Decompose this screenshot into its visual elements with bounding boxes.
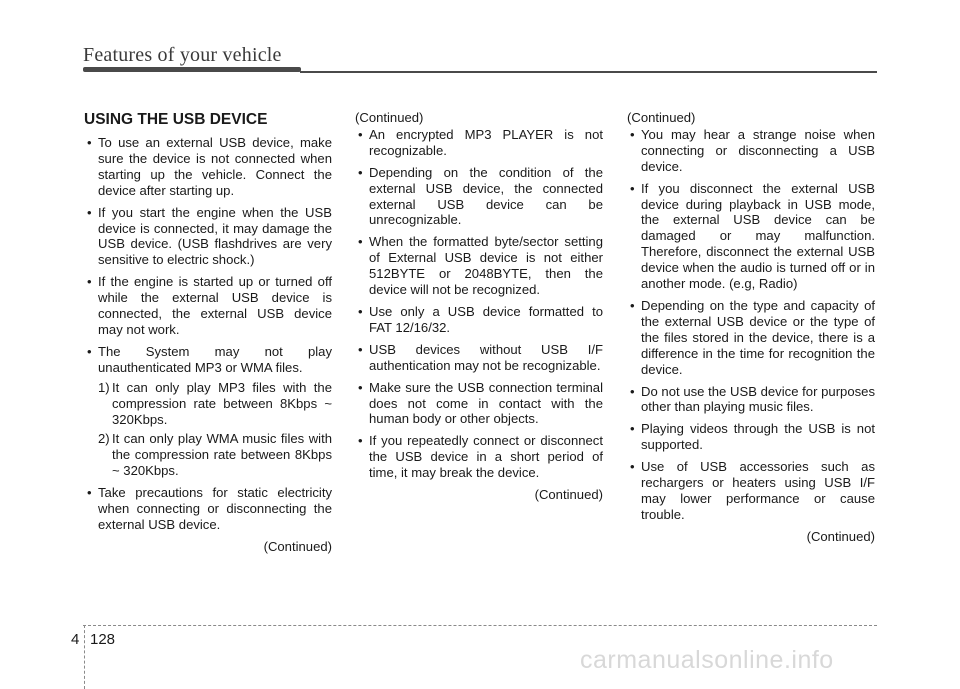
header-rule-thin — [300, 71, 877, 73]
list-item: • If the engine is started up or turned off while the external USB device is connected, the external USB device may not work. — [84, 274, 332, 338]
section-heading: USING THE USB DEVICE — [84, 111, 268, 128]
list-item-text: The System may not play unauthenticated MP3 or WMA files. — [98, 343, 332, 375]
sub-item-text: It can only play MP3 files with the compression rate between 8Kbps ~ 320Kbps. — [112, 379, 332, 427]
list-item: • If you repeatedly connect or disconnect the USB device in a short period of time, it may break the device. — [355, 433, 603, 481]
sub-list-item — [98, 431, 332, 479]
list-item: • If you start the engine when the USB device is connected, it may damage the USB device. (USB flashdrives are very sensitive to electric shock.) — [84, 205, 332, 269]
chapter-number: 4 — [71, 631, 80, 648]
continued-label: (Continued) — [263, 538, 332, 554]
text-column-1 — [84, 110, 332, 555]
list-item: • Use of USB accessories such as rechargers or heaters using USB I/F may lower performance or cause trouble. — [627, 459, 875, 523]
bullet-list-2 — [355, 127, 603, 481]
text-column-2 — [355, 110, 603, 503]
bullet-list-3 — [627, 127, 875, 523]
header-rule-thick — [83, 67, 301, 72]
sub-list-item — [98, 380, 332, 428]
sub-list — [98, 380, 332, 479]
list-item — [84, 344, 332, 479]
list-item: • Depending on the type and capacity of the external USB device or the type of the files stored in the device, there is a difference in the time for recognition the device. — [627, 298, 875, 378]
list-item: • An encrypted MP3 PLAYER is not recognizable. — [355, 127, 603, 159]
list-item: • When the formatted byte/sector setting of External USB device is not either 512BYTE or 2048BYTE, then the device will not be recognized. — [355, 234, 603, 298]
continued-label: (Continued) — [534, 487, 603, 503]
list-item: • Make sure the USB connection terminal does not come in contact with the human body or other objects. — [355, 380, 603, 428]
continued-label: (Continued) — [627, 110, 696, 125]
list-item: • Playing videos through the USB is not supported. — [627, 421, 875, 453]
list-item: • Depending on the condition of the external USB device, the connected external USB device can be unrecognizable. — [355, 165, 603, 229]
footer-rule — [83, 625, 877, 626]
page-header-title: Features of your vehicle — [83, 44, 282, 66]
continued-label: (Continued) — [806, 528, 875, 544]
page-number: 128 — [90, 631, 116, 648]
text-column-3 — [627, 110, 875, 545]
list-item: • Take precautions for static electricity when connecting or disconnecting the external USB device. — [84, 485, 332, 533]
list-item: • You may hear a strange noise when connecting or disconnecting a USB device. — [627, 127, 875, 175]
watermark: carmanualsonline.info — [580, 646, 834, 674]
list-item: • Use only a USB device formatted to FAT 12/16/32. — [355, 304, 603, 336]
list-item: • Do not use the USB device for purposes other than playing music files. — [627, 384, 875, 416]
list-item: • USB devices without USB I/F authentication may not be recognizable. — [355, 342, 603, 374]
bullet-list-1 — [84, 135, 332, 533]
sub-item-number: 2) — [98, 431, 110, 447]
list-item: • To use an external USB device, make sure the device is not connected when starting up the vehicle. Connect the device after starting up. — [84, 135, 332, 199]
continued-label: (Continued) — [355, 110, 424, 125]
list-item: • If you disconnect the external USB device during playback in USB mode, the external USB device can be damaged or may malfunction. Therefore, disconnect the external USB device when the audio is turned off or in another mode. (e.g, Radio) — [627, 181, 875, 292]
footer-divider — [84, 625, 85, 689]
sub-item-text: It can only play WMA music files with the compression rate between 8Kbps ~ 320Kbps. — [112, 431, 332, 479]
sub-item-number: 1) — [98, 379, 110, 395]
